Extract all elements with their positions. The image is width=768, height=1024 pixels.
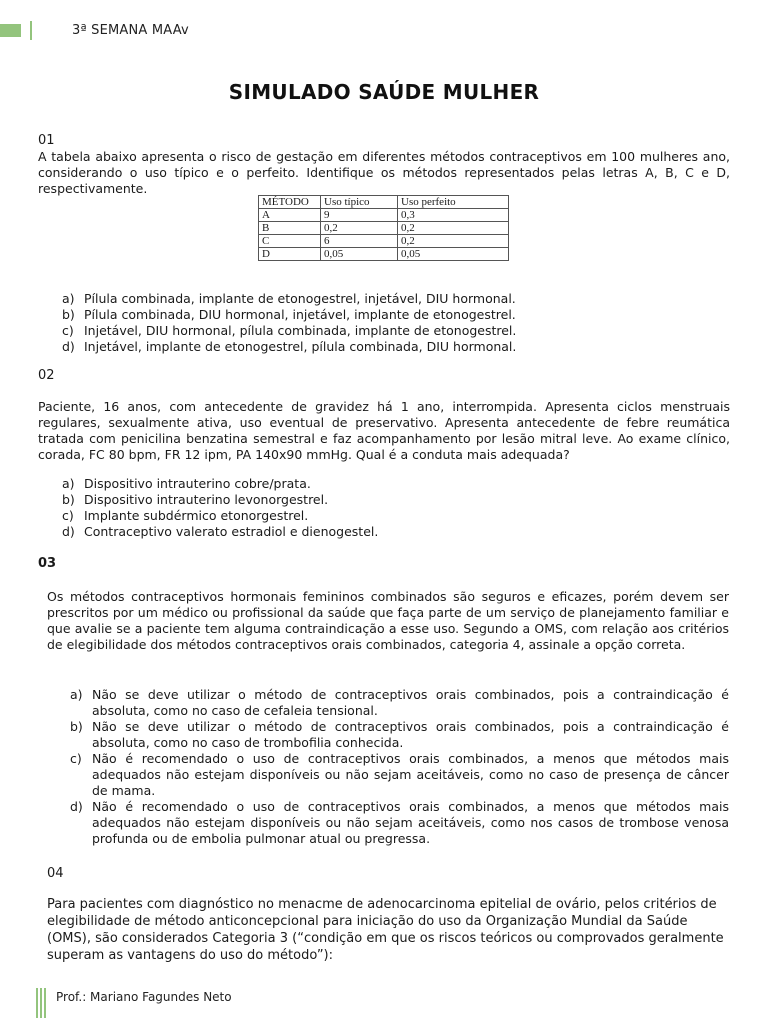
question-02-options (62, 476, 730, 540)
header-accent-line (30, 21, 32, 40)
option-letter: c) (70, 751, 82, 766)
footer-accent-lines (36, 988, 46, 1018)
question-text: Para pacientes com diagnóstico no menacme de adenocarcinoma epitelial de ovário, pelos critérios de elegibilidade de método anticoncepcional para iniciação do uso da Organização Mundial da Saúde (OMS), são considerados Categoria 3 (“condição em que os riscos teóricos ou comprovados geralmente superam as vantagens do uso do método”): (47, 897, 724, 963)
option-d[interactable] (62, 339, 730, 355)
option-c[interactable] (62, 323, 730, 339)
option-letter: c) (62, 508, 74, 523)
table-header: Uso típico (321, 196, 398, 209)
option-text: Contraceptivo valerato estradiol e dienogestel. (84, 524, 379, 539)
risk-table-wrapper (258, 195, 509, 261)
option-d[interactable] (62, 524, 730, 540)
table-header: MÉTODO (259, 196, 321, 209)
header-accent-bar (0, 24, 21, 37)
table-row (259, 222, 509, 235)
table-cell: A (259, 209, 321, 222)
option-letter: d) (62, 524, 75, 539)
question-01-options (62, 291, 730, 355)
table-row (259, 248, 509, 261)
option-a[interactable] (70, 687, 729, 719)
header-title: 3ª SEMANA MAAv (72, 23, 189, 38)
table-header-row (259, 196, 509, 209)
option-text: Não se deve utilizar o método de contraceptivos orais combinados, pois a contraindicação é absoluta, como no caso de cefaleia tensional. (92, 687, 729, 718)
table-row (259, 235, 509, 248)
table-cell: 0,2 (398, 235, 509, 248)
question-text: Os métodos contraceptivos hormonais femininos combinados são seguros e eficazes, porém devem ser prescritos por um médico ou profissional da saúde que faça parte de um serviço de planejamento familiar e que avalie se a paciente tem alguma contraindicação a esse uso. Segundo a OMS, com relação aos critérios de elegibilidade dos métodos contraceptivos orais combinados, categoria 4, assinale a opção correta. (47, 589, 729, 652)
table-cell: 9 (321, 209, 398, 222)
option-c[interactable] (62, 508, 730, 524)
table-cell: 0,05 (398, 248, 509, 261)
option-text: Não é recomendado o uso de contraceptivos orais combinados, a menos que métodos mais adequados não estejam disponíveis ou não sejam aceitáveis, como no caso de presença de câncer de mama. (92, 751, 729, 798)
table-header: Uso perfeito (398, 196, 509, 209)
option-text: Injetável, implante de etonogestrel, pílula combinada, DIU hormonal. (84, 339, 517, 354)
footer-author: Prof.: Mariano Fagundes Neto (56, 990, 232, 1004)
option-letter: a) (62, 476, 75, 491)
option-c[interactable] (70, 751, 729, 799)
question-text: Paciente, 16 anos, com antecedente de gravidez há 1 ano, interrompida. Apresenta ciclos menstruais regulares, sexualmente ativa, uso eventual de preservativo. Apresenta antecedente de febre reumática tratada com penicilina benzatina semestral e faz acompanhamento por lesão mitral leve. Ao exame clínico, corada, FC 80 bpm, FR 12 ipm, PA 140x90 mmHg. Qual é a conduta mais adequada? (38, 399, 730, 462)
option-letter: a) (62, 291, 75, 306)
question-01 (38, 133, 730, 197)
option-letter: d) (62, 339, 75, 354)
question-number: 02 (38, 368, 55, 383)
table-cell: 0,2 (398, 222, 509, 235)
option-letter: a) (70, 687, 83, 702)
page-title: SIMULADO SAÚDE MULHER (228, 80, 540, 104)
option-text: Dispositivo intrauterino levonorgestrel. (84, 492, 329, 507)
table-cell: B (259, 222, 321, 235)
table-cell: D (259, 248, 321, 261)
table-cell: 0,3 (398, 209, 509, 222)
option-a[interactable] (62, 476, 730, 492)
question-number: 01 (38, 133, 55, 148)
option-letter: b) (62, 307, 75, 322)
option-text: Dispositivo intrauterino cobre/prata. (84, 476, 311, 491)
table-cell: 0,2 (321, 222, 398, 235)
option-text: Injetável, DIU hormonal, pílula combinada, implante de etonogestrel. (84, 323, 517, 338)
option-text: Não se deve utilizar o método de contraceptivos orais combinados, pois a contraindicação é absoluta, como no caso de trombofilia conhecida. (92, 719, 729, 750)
option-text: Implante subdérmico etonorgestrel. (84, 508, 309, 523)
question-number: 03 (38, 556, 57, 571)
option-text: Pílula combinada, DIU hormonal, injetável, implante de etonogestrel. (84, 307, 516, 322)
option-text: Pílula combinada, implante de etonogestrel, injetável, DIU hormonal. (84, 291, 516, 306)
option-letter: b) (70, 719, 83, 734)
option-b[interactable] (62, 307, 730, 323)
option-letter: c) (62, 323, 74, 338)
question-text: A tabela abaixo apresenta o risco de gestação em diferentes métodos contraceptivos em 100 mulheres ano, considerando o uso típico e o perfeito. Identifique os métodos representados pelas letras A, B, C e D, respectivamente. (38, 149, 730, 196)
risk-table (258, 195, 509, 261)
option-text: Não é recomendado o uso de contraceptivos orais combinados, a menos que métodos mais adequados não estejam disponíveis ou não sejam aceitáveis, como nos casos de trombose venosa profunda ou de embolia pulmonar atual ou pregressa. (92, 799, 729, 846)
question-number: 04 (47, 866, 64, 881)
option-letter: d) (70, 799, 83, 814)
option-b[interactable] (62, 492, 730, 508)
question-03-options (70, 687, 729, 847)
table-cell: 0,05 (321, 248, 398, 261)
table-cell: C (259, 235, 321, 248)
table-cell: 6 (321, 235, 398, 248)
option-b[interactable] (70, 719, 729, 751)
table-row (259, 209, 509, 222)
option-letter: b) (62, 492, 75, 507)
option-a[interactable] (62, 291, 730, 307)
option-d[interactable] (70, 799, 729, 847)
